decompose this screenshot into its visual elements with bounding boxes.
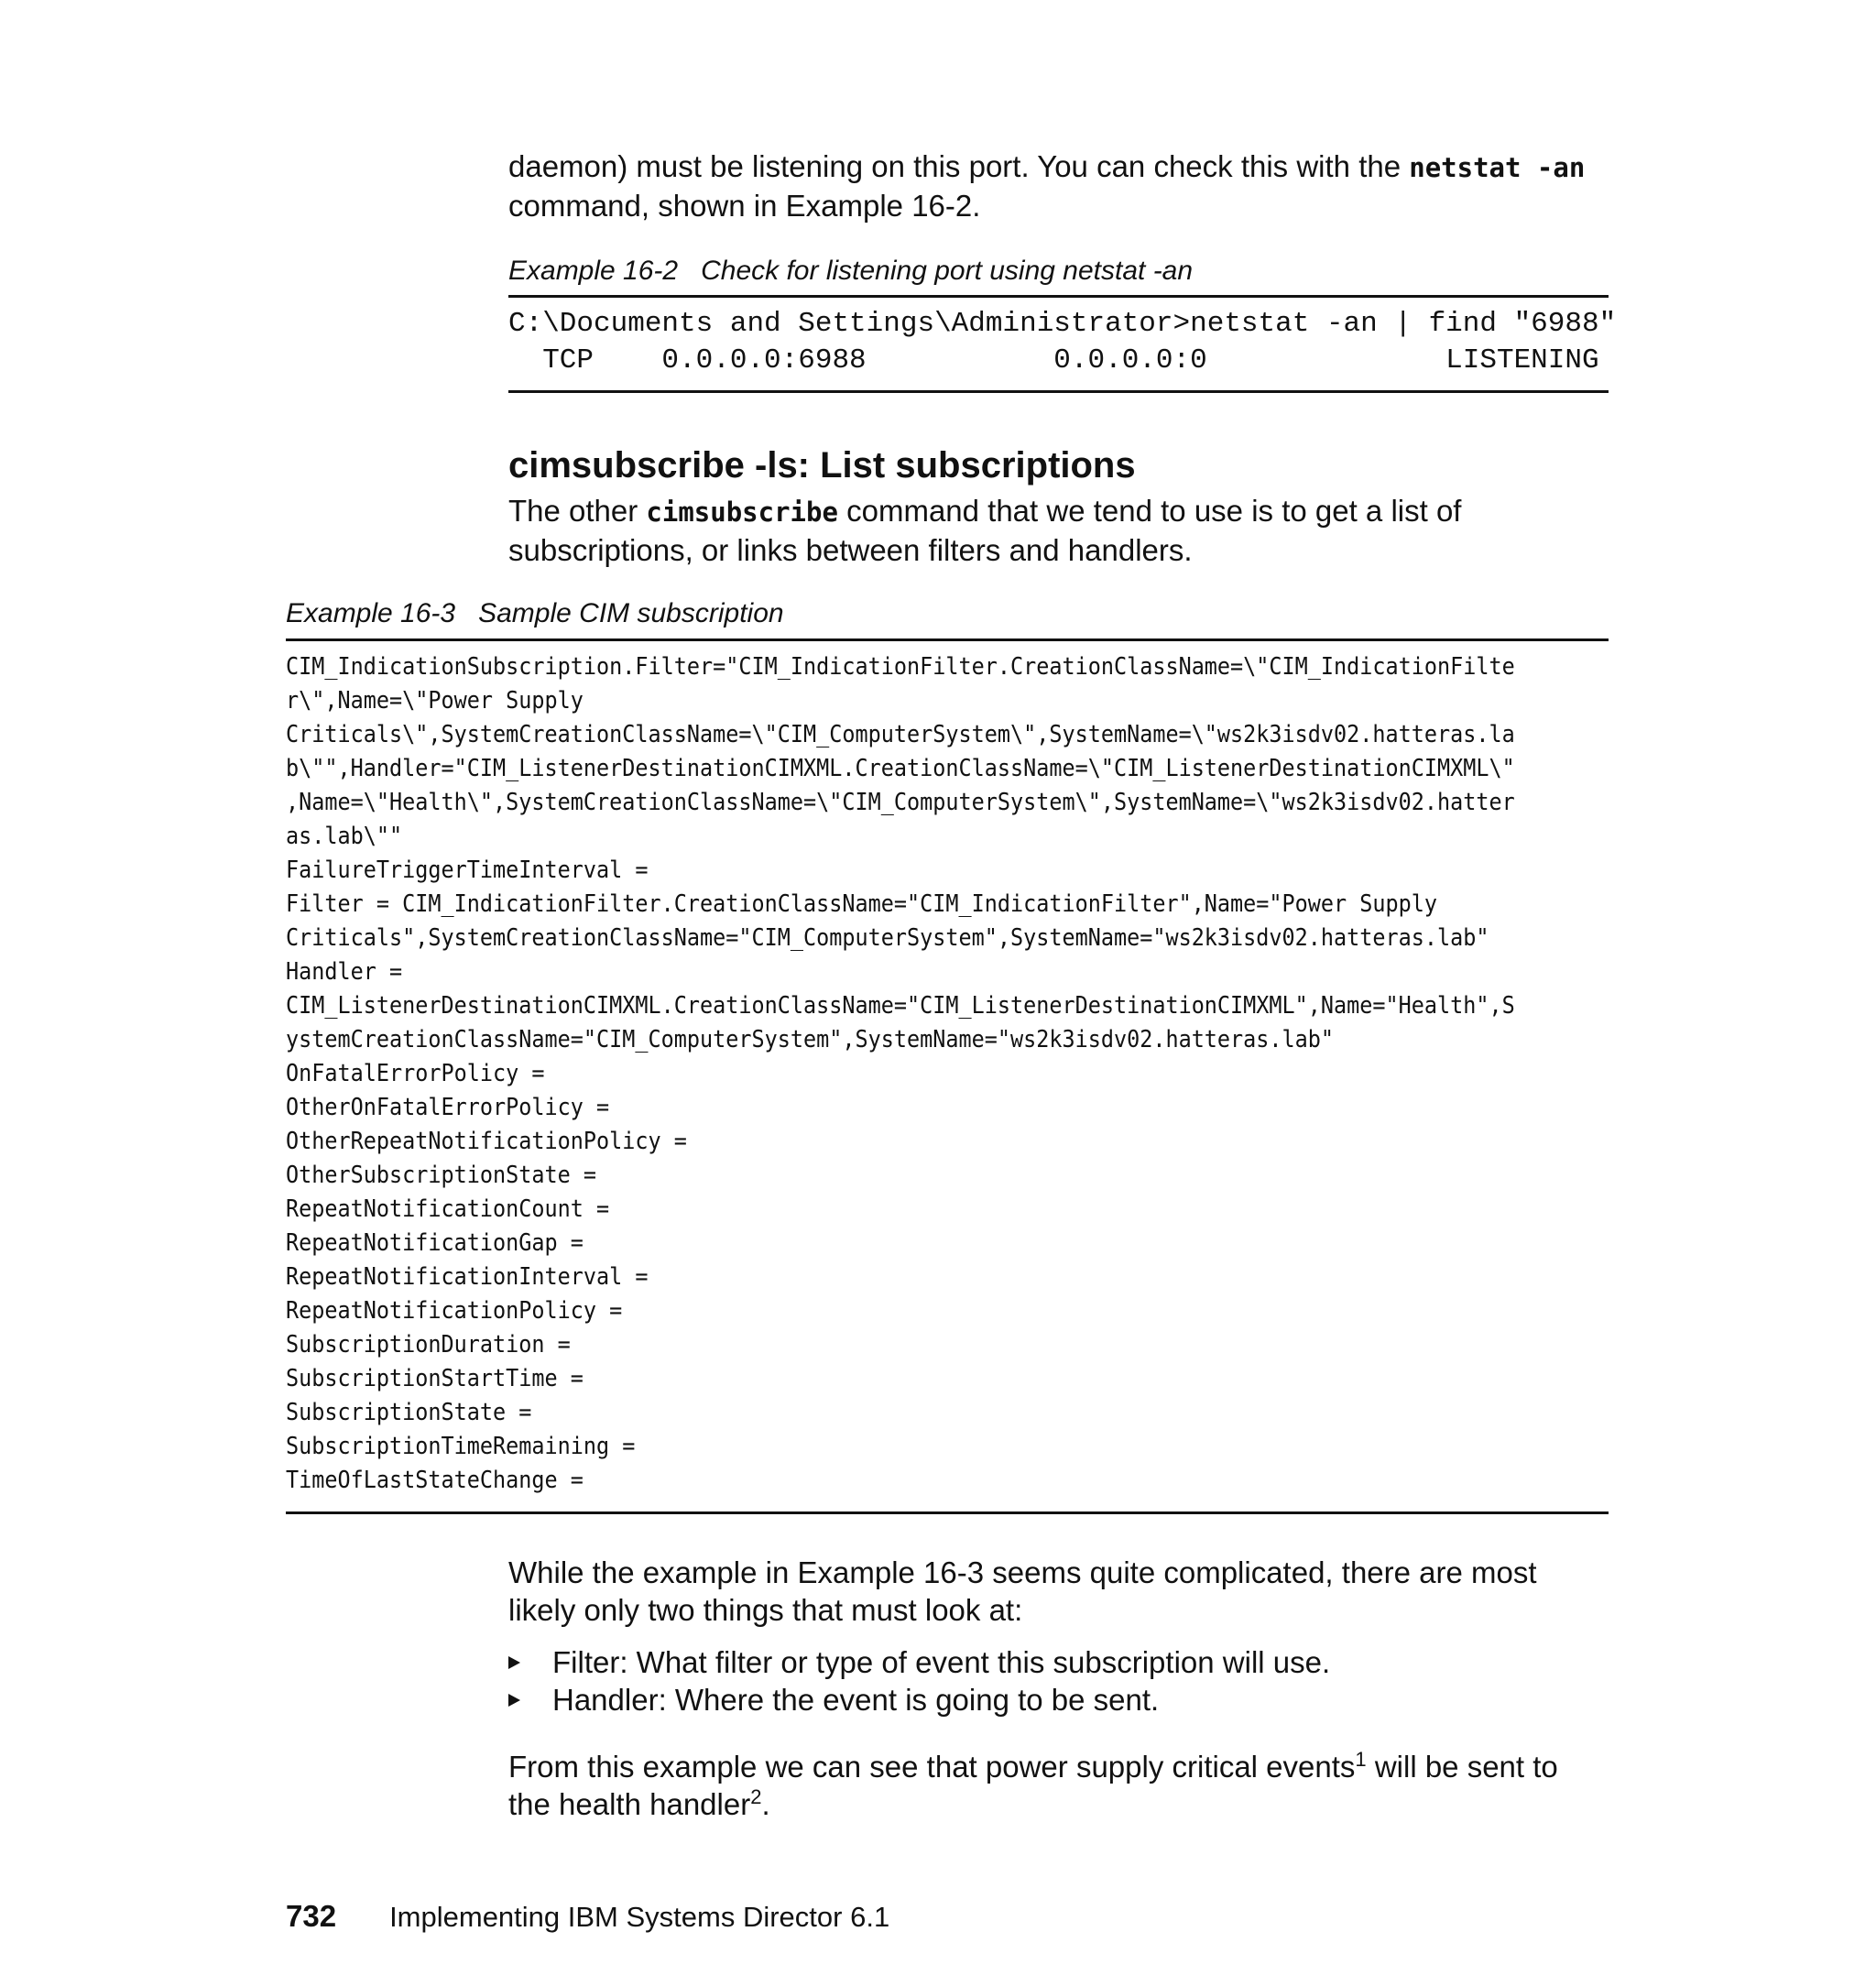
footnote-ref-1[interactable]: 1 bbox=[1355, 1748, 1367, 1771]
section-text-1: The other bbox=[508, 494, 647, 528]
list-item bbox=[508, 1681, 1608, 1719]
bullet-list-wrap bbox=[508, 1643, 1608, 1719]
example-top-rule bbox=[286, 638, 1609, 641]
code-block bbox=[508, 306, 1617, 379]
example-bottom-rule bbox=[286, 1511, 1609, 1514]
section-text-2: command that we tend to use is to get a list of subscriptions, or links between filters and handlers. bbox=[508, 494, 1462, 567]
footnote-ref-2[interactable]: 2 bbox=[750, 1785, 762, 1808]
final-text-1: From this example we can see that power supply critical events bbox=[508, 1750, 1356, 1784]
section-heading: cimsubscribe -ls: List subscriptions bbox=[508, 445, 1136, 486]
intro-text: daemon) must be listening on this port. You can check this with the bbox=[508, 149, 1410, 183]
example-16-3-caption: Example 16-3 Sample CIM subscription bbox=[286, 598, 784, 628]
after-text: While the example in Example 16-3 seems quite complicated, there are most likely only two things that must look at: bbox=[508, 1555, 1537, 1627]
final-text-2: will be sent to the health handler bbox=[508, 1750, 1558, 1821]
bullet-list bbox=[508, 1643, 1608, 1719]
example-bottom-rule bbox=[508, 390, 1609, 393]
final-paragraph bbox=[508, 1748, 1571, 1823]
page-number: 732 bbox=[286, 1899, 337, 1933]
section-paragraph bbox=[508, 492, 1525, 569]
list-item-text: Handler: Where the event is going to be sent. bbox=[552, 1683, 1160, 1717]
inline-command: cimsubscribe bbox=[646, 496, 838, 528]
example-top-rule bbox=[508, 295, 1609, 298]
final-text-3: . bbox=[761, 1787, 770, 1821]
after-paragraph bbox=[508, 1554, 1571, 1629]
intro-text-2: command, shown in Example 16-2. bbox=[508, 189, 981, 223]
example-caption bbox=[508, 255, 1608, 288]
example-16-2-caption: Example 16-2 Check for listening port using netstat -an bbox=[508, 256, 1194, 286]
bullet-triangle-icon bbox=[508, 1694, 520, 1707]
bullet-triangle-icon bbox=[508, 1656, 520, 1669]
intro-paragraph bbox=[508, 147, 1608, 224]
list-item-text: Filter: What filter or type of event this subscription will use. bbox=[552, 1645, 1331, 1679]
example-16-3-code: CIM_IndicationSubscription.Filter="CIM_IndicationFilter.CreationClassName=\"CIM_IndicationFilte r\",Name=\"Power Supply Criticals\",SystemCreationClassName=\"CIM_ComputerSystem\",SystemName=\"ws2k3isdv02.hatteras.la b\"",Handler="CIM_ListenerDestinationCIMXML.CreationClassName=\"CIM_ListenerDestinationCIMXML\" ,Name=\"Health\",SystemCreationClassName=\"CIM_ComputerSystem\",SystemName=\"ws2k3isdv02.hatter as.lab\"" FailureTriggerTimeInterval = Filter = CIM_IndicationFilter.CreationClassName="CIM_IndicationFilter",Name="Power Supply Criticals",SystemCreationClassName="CIM_ComputerSystem",SystemName="ws2k3isdv02.hatteras.lab" Handler = CIM_ListenerDestinationCIMXML.CreationClassName="CIM_ListenerDestinationCIMXML",Name="Health",S ystemCreationClassName="CIM_ComputerSystem",SystemName="ws2k3isdv02.hatteras.lab" OnFatalErrorPolicy = OtherOnFatalErrorPolicy = OtherRepeatNotificationPolicy = OtherSubscriptionState = RepeatNotificationCount = RepeatNotificationGap = RepeatNotificationInterval = RepeatNotificationPolicy = SubscriptionDuration = SubscriptionStartTime = SubscriptionState = SubscriptionTimeRemaining = TimeOfLastStateChange = bbox=[286, 653, 1515, 1494]
inline-command: netstat -an bbox=[1409, 152, 1586, 183]
example-caption bbox=[286, 597, 1609, 630]
page-footer bbox=[286, 1900, 1568, 1934]
code-block bbox=[286, 650, 1609, 1498]
list-item bbox=[508, 1643, 1608, 1681]
example-16-2-code: C:\Documents and Settings\Administrator>netstat -an | find "6988" TCP 0.0.0.0:6988 0.0.0.0:0 LISTENING bbox=[508, 308, 1617, 376]
book-title: Implementing IBM Systems Director 6.1 bbox=[389, 1901, 890, 1933]
section-heading-wrap bbox=[508, 443, 1608, 487]
